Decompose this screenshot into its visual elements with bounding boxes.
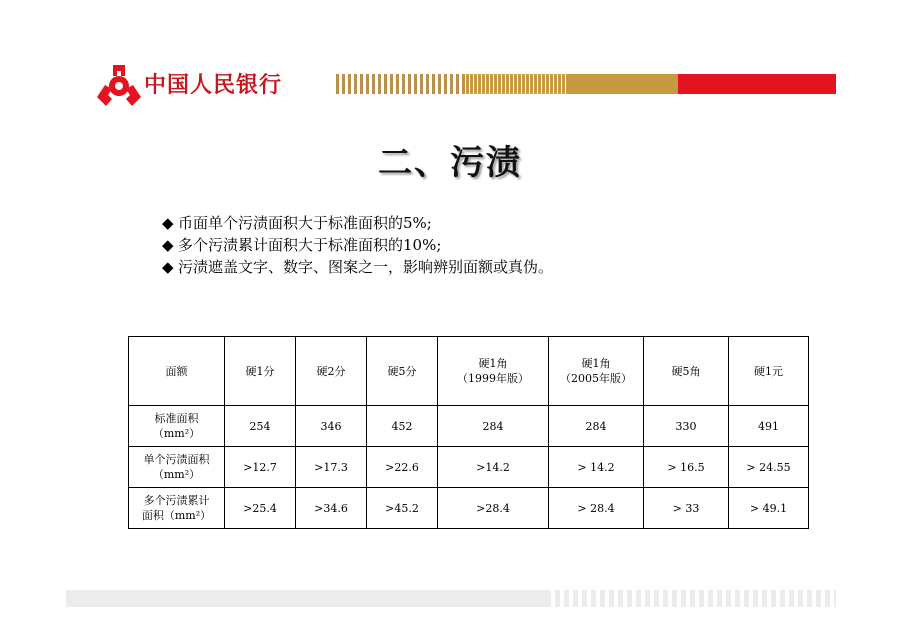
header-decor-bar	[336, 74, 836, 94]
header-cell: 硬5角	[644, 337, 729, 406]
table-cell: >34.6	[296, 488, 367, 529]
header-cell: 硬1角 （1999年版）	[438, 337, 549, 406]
row-label: 单个污渍面积 （mm²）	[129, 447, 225, 488]
table-cell: >45.2	[367, 488, 438, 529]
stain-area-table	[128, 336, 809, 529]
bullet-list	[162, 212, 553, 278]
header-cell: 硬5分	[367, 337, 438, 406]
diamond-bullet-icon: ◆	[162, 214, 174, 232]
footer-decor-bar	[66, 590, 836, 607]
table-cell: >22.6	[367, 447, 438, 488]
row-label: 多个污渍累计 面积（mm²）	[129, 488, 225, 529]
table-cell: 254	[225, 406, 296, 447]
table-row	[129, 406, 809, 447]
table-row	[129, 447, 809, 488]
table-cell: 284	[549, 406, 644, 447]
brand-name: 中国人民银行	[144, 73, 283, 98]
table-header-row	[129, 337, 809, 406]
table-cell: 491	[729, 406, 809, 447]
table-cell: 346	[296, 406, 367, 447]
header-cell: 硬1角 （2005年版）	[549, 337, 644, 406]
bullet-item	[162, 234, 553, 256]
table-cell: > 24.55	[729, 447, 809, 488]
header-cell: 硬1元	[729, 337, 809, 406]
table-cell: >28.4	[438, 488, 549, 529]
bullet-item	[162, 256, 553, 278]
table-cell: > 28.4	[549, 488, 644, 529]
diamond-bullet-icon: ◆	[162, 258, 174, 276]
table-cell: 330	[644, 406, 729, 447]
table-cell: 284	[438, 406, 549, 447]
header-cell: 硬1分	[225, 337, 296, 406]
table-row	[129, 488, 809, 529]
table-cell: >25.4	[225, 488, 296, 529]
table-cell: > 16.5	[644, 447, 729, 488]
row-label: 标准面积 （mm²）	[129, 406, 225, 447]
bullet-text: 多个污渍累计面积大于标准面积的10%;	[178, 236, 442, 254]
page-title: 二、污渍	[378, 143, 522, 183]
table-cell: > 49.1	[729, 488, 809, 529]
table-cell: > 33	[644, 488, 729, 529]
table-cell: >12.7	[225, 447, 296, 488]
bank-logo-icon	[96, 63, 142, 107]
table-cell: >14.2	[438, 447, 549, 488]
header-cell: 面额	[129, 337, 225, 406]
table-cell: 452	[367, 406, 438, 447]
header-cell: 硬2分	[296, 337, 367, 406]
bullet-text: 污渍遮盖文字、数字、图案之一，影响辨别面额或真伪。	[178, 258, 554, 276]
bullet-text: 币面单个污渍面积大于标准面积的5%;	[178, 214, 432, 232]
bullet-item	[162, 212, 553, 234]
diamond-bullet-icon: ◆	[162, 236, 174, 254]
table-cell: > 14.2	[549, 447, 644, 488]
table-cell: >17.3	[296, 447, 367, 488]
